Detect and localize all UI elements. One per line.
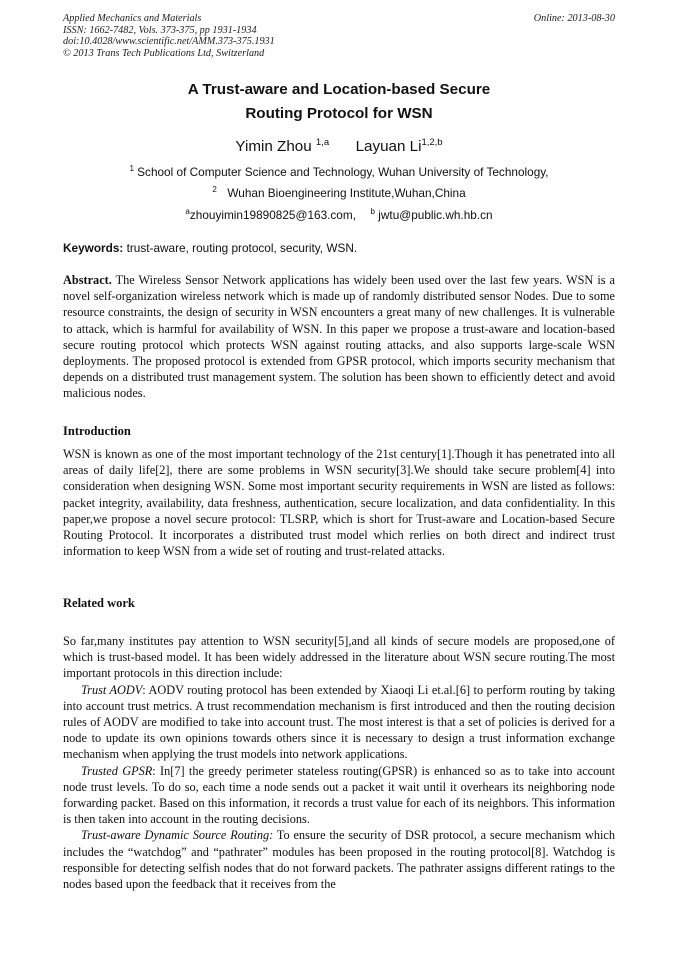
email-b: jwtu@public.wh.hb.cn xyxy=(378,208,493,222)
journal-name: Applied Mechanics and Materials xyxy=(63,13,202,24)
affiliation-2: $^2$ Wuhan Bioengineering Institute,Wuhan,China xyxy=(212,185,466,200)
author-2: Layuan Li xyxy=(355,138,422,155)
related-work-heading: Related work xyxy=(63,596,135,610)
introduction-paragraph: WSN is known as one of the most important technology of the 21st century[1].Though it has penetrated into all areas of daily life[2], there are some problems in WSN security[3].We should take secure problem[4] into consideration when designing WSN. Some most important security requirements in WSN are listed as follows: packet integrity, availability, data freshness, authentication, secure localization, and data confidentiality. In this paper,we propose a novel secure protocol: TLSRP, which is short for Trust-aware and Location-based Secure Routing Protocol. It incorporates a distributed trust model which rerlies on both direct and indirect trust information to keep WSN from a wide set of routing and trust-related attacks. xyxy=(63,447,615,559)
related-paragraph-3: Trusted GPSR: In[7] the greedy perimeter stateless routing(GPSR) is enhanced so as to take into account node trust levels. To do so, each time a node sends out a packet it wait until it overhears its neighboring node forwarding packet. Based on this information, it records a trust value for each of its neighbors. This information is then taken into account in the routing decisions. xyxy=(63,763,616,827)
keywords-label: Keywords: xyxy=(63,241,124,255)
introduction-heading: Introduction xyxy=(63,424,131,438)
author-list xyxy=(0,137,678,155)
author-emails: $^a$zhouyimin19890825@163.com, $^b$ jwtu@public.wh.hb.cn xyxy=(185,207,493,222)
affiliation-1: $^1$ School of Computer Science and Technology, Wuhan University of Technology, xyxy=(129,164,549,179)
author-2-affiliation: 1,2,b xyxy=(421,137,443,148)
paper-title-line-1: A Trust-aware and Location-based Secure xyxy=(187,81,491,98)
journal-header xyxy=(63,13,615,59)
online-date: Online: 2013-08-30 xyxy=(533,13,615,24)
author-1: Yimin Zhou xyxy=(235,138,312,155)
abstract xyxy=(63,272,615,402)
related-paragraph-1: So far,many institutes pay attention to WSN security[5],and all kinds of secure models are proposed,one of which is trust-based model. It has been widely addressed in the literature about WSN secure routing.The most important protocols in this direction include: xyxy=(63,634,615,681)
copyright-line: © 2013 Trans Tech Publications Ltd, Switzerland xyxy=(63,47,265,59)
email-a: zhouyimin19890825@163.com, xyxy=(189,208,356,222)
abstract-label: Abstract. xyxy=(63,273,112,287)
keywords-text: trust-aware, routing protocol, security, WSN. xyxy=(126,241,358,255)
doi-line: doi:10.4028/www.scientific.net/AMM.373-375.1931 xyxy=(63,36,275,48)
related-work-body xyxy=(63,633,615,892)
paper-title-line-2: Routing Protocol for WSN xyxy=(245,105,433,122)
related-paragraph-4: Trust-aware Dynamic Source Routing: To ensure the security of DSR protocol, a secure mechanism which includes the “watchdog” and “pathrater” modules has been proposed in the routing protocol[8]. Watchdog is responsible for detecting selfish nodes that do not forward packets. The pathrater assigns different ratings to the nodes based upon the feedback that it receives from the xyxy=(63,828,615,892)
issn-line: ISSN: 1662-7482, Vols. 373-375, pp 1931-1934 xyxy=(63,24,257,36)
keywords xyxy=(63,241,615,255)
introduction-body xyxy=(63,446,615,559)
related-paragraph-2: Trust AODV: AODV routing protocol has been extended by Xiaoqi Li et.al.[6] to perform routing by taking into account trust metrics. A trust recommendation mechanism is first introduced and then the routing decision rules of AODV are modified to take into account trust. The most interest is that a set of policies is derived for a node to update its own opinions towards others since it is necessary to design a trust information exchange mechanism when applying the trust models into network applications. xyxy=(63,682,615,762)
author-1-affiliation: 1,a xyxy=(315,137,330,148)
abstract-text: The Wireless Sensor Network applications has widely been used over the last few years. WSN is a novel self-organization wireless network which is made up of randomly distributed sensor Nodes. Due to some resource constraints, the design of security in WSN encounters a great many of new challenges. It is vulnerable to attack, which is harmful for availability of WSN. In this paper we propose a trust-aware and location-based secure routing protocol which protects WSN against routing attacks, and also supports large-scale WSN deployments. The proposed protocol is extended from GPSR protocol, which imports security mechanism that depends on a distributed trust management system. The solution has been shown to efficiently detect and avoid malicious nodes. xyxy=(63,273,615,401)
